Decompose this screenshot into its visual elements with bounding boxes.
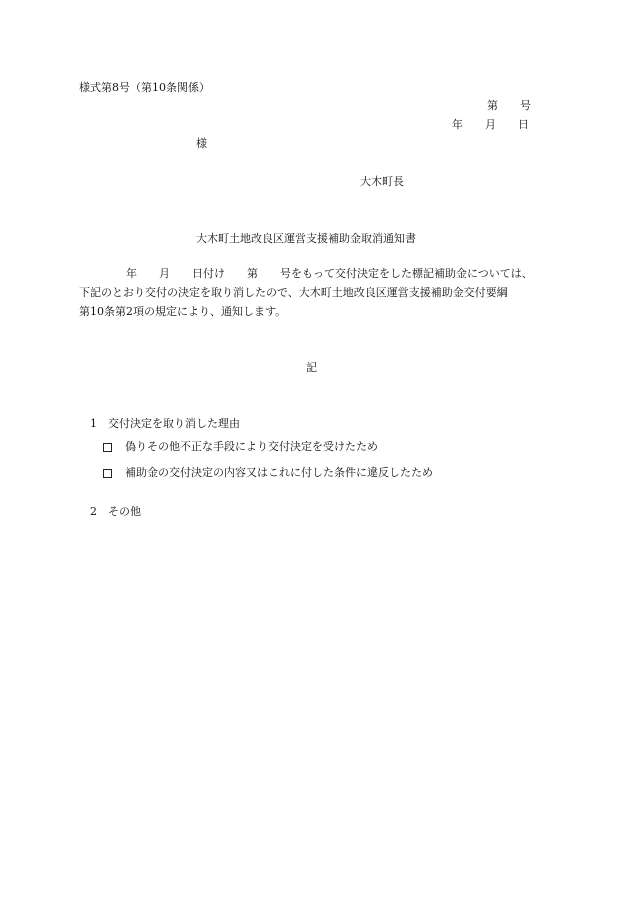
- ki-heading: 記: [306, 361, 317, 374]
- form-number: 様式第8号（第10条関係）: [79, 81, 210, 94]
- document-title: 大木町土地改良区運営支援補助金取消通知書: [196, 232, 416, 245]
- checkbox-reason-violation[interactable]: [103, 469, 112, 478]
- date-line: 年 月 日: [452, 118, 529, 131]
- body-line-1: 年 月 日付け 第 号をもって交付決定をした標記補助金については、: [126, 267, 533, 280]
- body-line-2: 下記のとおり交付の決定を取り消したので、大木町土地改良区運営支援補助金交付要綱: [79, 286, 508, 299]
- section-2-label: 2 その他: [90, 505, 141, 518]
- body-line-3: 第10条第2項の規定により、通知します。: [79, 305, 287, 318]
- checkbox-reason-fraud[interactable]: [103, 443, 112, 452]
- issuer: 大木町長: [360, 175, 404, 188]
- option-reason-violation: 補助金の交付決定の内容又はこれに付した条件に違反したため: [125, 466, 433, 479]
- document-number: 第 号: [487, 99, 531, 112]
- section-1-label: 1 交付決定を取り消した理由: [90, 417, 240, 430]
- addressee: 様: [196, 137, 207, 150]
- option-reason-fraud: 偽りその他不正な手段により交付決定を受けたため: [125, 440, 378, 453]
